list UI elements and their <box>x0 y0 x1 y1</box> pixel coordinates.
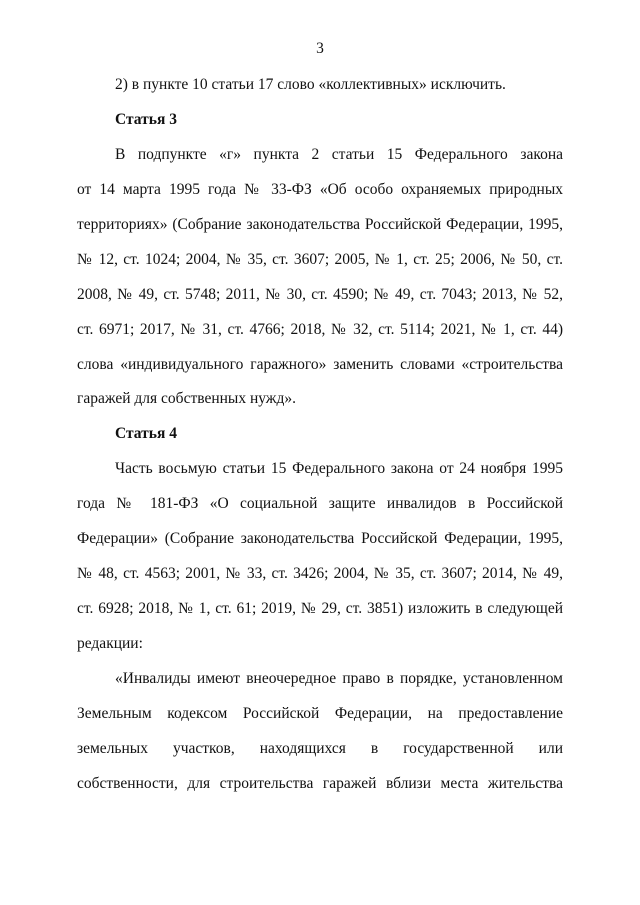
text-line: слова «индивидуального гаражного» заменить словами «строительства <box>77 355 563 373</box>
text-line: ст. 6971; 2017, № 31, ст. 4766; 2018, № 32, ст. 5114; 2021, № 1, ст. 44) <box>77 320 563 338</box>
text-line: 2008, № 49, ст. 5748; 2011, № 30, ст. 4590; № 49, ст. 7043; 2013, № 52, <box>77 285 563 303</box>
text-line: Земельным кодексом Российской Федерации, на предоставление <box>77 704 563 722</box>
text-line: Федерации» (Собрание законодательства Российской Федерации, 1995, <box>77 530 563 548</box>
article-heading: Статья 3 <box>115 110 177 128</box>
text-line: Часть восьмую статьи 15 Федерального закона от 24 ноября 1995 <box>115 460 563 478</box>
page-number: 3 <box>316 40 324 57</box>
text-line: № 12, ст. 1024; 2004, № 35, ст. 3607; 2005, № 1, ст. 25; 2006, № 50, ст. <box>77 250 563 268</box>
text-line: земельных участков, находящихся в государственной или <box>77 739 563 757</box>
text-line: «Инвалиды имеют внеочередное право в порядке, установленном <box>115 669 563 687</box>
text-line: от 14 марта 1995 года № 33-ФЗ «Об особо охраняемых природных <box>77 180 563 198</box>
text-line: 2) в пункте 10 статьи 17 слово «коллективных» исключить. <box>115 76 506 93</box>
article-heading: Статья 4 <box>115 425 177 443</box>
text-line: гаражей для собственных нужд». <box>77 390 297 408</box>
text-line: собственности, для строительства гаражей вблизи места жительства <box>77 774 563 792</box>
text-line: редакции: <box>77 635 143 652</box>
document-body <box>77 68 563 802</box>
text-line: территориях» (Собрание законодательства Российской Федерации, 1995, <box>77 215 563 233</box>
text-line: ст. 6928; 2018, № 1, ст. 61; 2019, № 29, ст. 3851) изложить в следующей <box>77 600 563 618</box>
text-line: года № 181-ФЗ «О социальной защите инвалидов в Российской <box>77 495 563 513</box>
text-line: В подпункте «г» пункта 2 статьи 15 Федерального закона <box>115 145 563 163</box>
text-line: № 48, ст. 4563; 2001, № 33, ст. 3426; 2004, № 35, ст. 3607; 2014, № 49, <box>77 565 563 583</box>
